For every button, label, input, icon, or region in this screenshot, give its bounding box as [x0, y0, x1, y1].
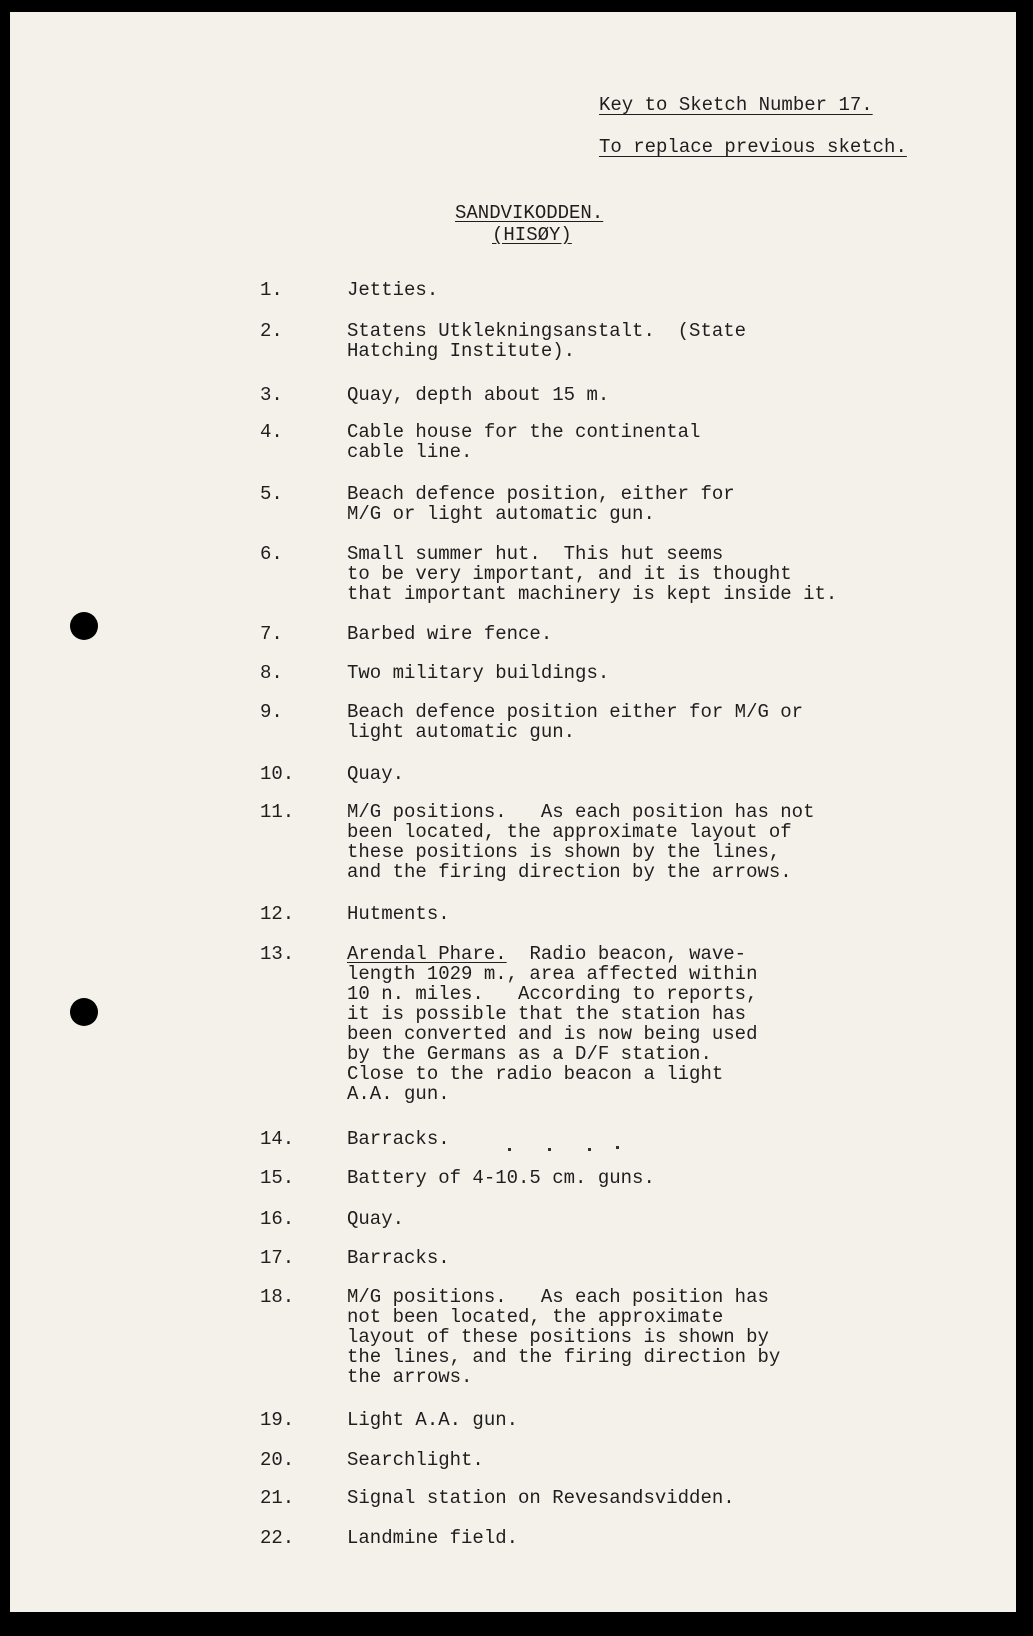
item-number: 20.: [260, 1449, 295, 1471]
item-text: Two military buildings.: [347, 662, 610, 684]
stray-mark: [616, 1146, 619, 1149]
item-number: 12.: [260, 903, 295, 925]
item-number: 3.: [260, 384, 283, 406]
item-text: Light A.A. gun.: [347, 1409, 519, 1431]
replace-note: To replace previous sketch.: [599, 136, 907, 158]
item-number: 2.: [260, 320, 283, 342]
punch-hole: [70, 998, 98, 1026]
item-text: Landmine field.: [347, 1527, 519, 1549]
item-text: [347, 944, 757, 1104]
item-text: Battery of 4-10.5 cm. guns.: [347, 1167, 655, 1189]
item-text: Barracks.: [347, 1128, 450, 1150]
item-text: Quay.: [347, 1208, 405, 1230]
stray-mark: [588, 1148, 591, 1151]
item-lead-text: Arendal Phare.: [347, 943, 507, 965]
item-text: Searchlight.: [347, 1449, 484, 1471]
item-text: Hutments.: [347, 903, 450, 925]
punch-hole: [70, 612, 98, 640]
document-page: [10, 12, 1016, 1612]
item-text: Jetties.: [347, 279, 439, 301]
item-number: 11.: [260, 801, 295, 823]
item-number: 7.: [260, 623, 283, 645]
item-text: M/G positions. As each position has not been located, the approximate layout of these positions is shown by the lines, and the firing direction by the arrows.: [347, 801, 815, 883]
document-subtitle: (HISØY): [492, 224, 572, 246]
stray-mark: [508, 1148, 511, 1151]
item-number: 8.: [260, 662, 283, 684]
item-text: Signal station on Revesandsvidden.: [347, 1487, 735, 1509]
item-number: 15.: [260, 1167, 295, 1189]
item-number: 10.: [260, 763, 295, 785]
item-number: 5.: [260, 483, 283, 505]
item-text: Beach defence position either for M/G or light automatic gun.: [347, 701, 804, 743]
item-body-text: Radio beacon, wave- length 1029 m., area affected within 10 n. miles. According to reports, it is possible that the station has been converted and is now being used by the Germans as a D/F station. Close to the radio beacon a light A.A. gun.: [347, 943, 758, 1105]
item-number: 9.: [260, 701, 283, 723]
item-text: Statens Utklekningsanstalt. (State Hatching Institute).: [347, 320, 747, 362]
item-number: 21.: [260, 1487, 295, 1509]
item-text: Quay, depth about 15 m.: [347, 384, 610, 406]
item-number: 16.: [260, 1208, 295, 1230]
item-text: Cable house for the continental cable line.: [347, 421, 701, 463]
stray-mark: [548, 1148, 551, 1151]
item-text: Small summer hut. This hut seems to be very important, and it is thought that important machinery is kept inside it.: [347, 543, 838, 605]
document-title: SANDVIKODDEN.: [455, 202, 604, 224]
item-number: 13.: [260, 943, 295, 965]
sketch-key-heading: Key to Sketch Number 17.: [599, 94, 873, 116]
item-number: 4.: [260, 421, 283, 443]
item-number: 22.: [260, 1527, 295, 1549]
item-text: M/G positions. As each position has not been located, the approximate layout of these positions is shown by the lines, and the firing direction by the arrows.: [347, 1286, 781, 1388]
item-number: 6.: [260, 543, 283, 565]
item-number: 19.: [260, 1409, 295, 1431]
item-number: 17.: [260, 1247, 295, 1269]
item-number: 18.: [260, 1286, 295, 1308]
item-text: Quay.: [347, 763, 405, 785]
item-text: Barbed wire fence.: [347, 623, 553, 645]
item-number: 1.: [260, 279, 283, 301]
item-text: Barracks.: [347, 1247, 450, 1269]
item-text: Beach defence position, either for M/G or light automatic gun.: [347, 483, 735, 525]
item-number: 14.: [260, 1128, 295, 1150]
